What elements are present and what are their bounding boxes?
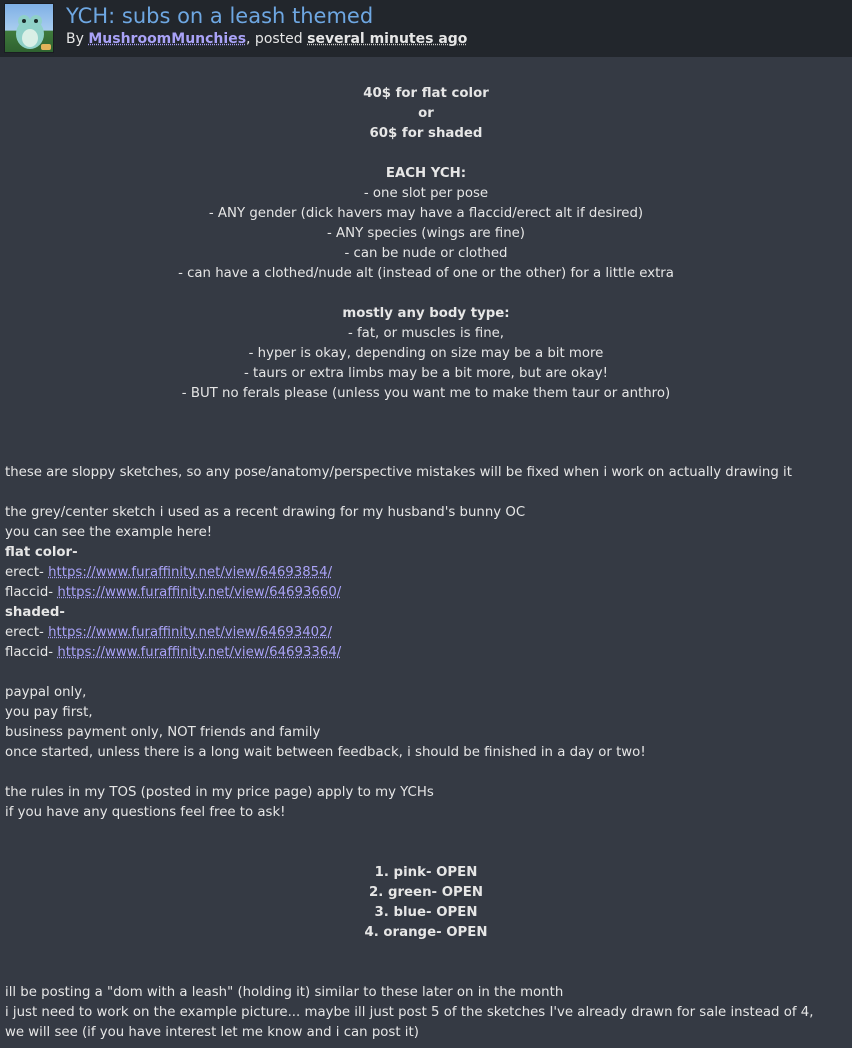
flat-flaccid-link[interactable]: https://www.furaffinity.net/view/64693660/: [57, 585, 342, 600]
each-ych-item: - one slot per pose: [363, 186, 489, 201]
payment-line: business payment only, NOT friends and family: [5, 725, 321, 740]
footer-line: i just need to work on the example picture... maybe ill just post 5 of the sketches I've already drawn for sale instead of 4,: [5, 1005, 814, 1020]
footer-line: ill be posting a "dom with a leash" (holding it) similar to these later on in the month: [5, 985, 564, 1000]
by-prefix: By: [66, 31, 89, 47]
flat-erect-line: [5, 563, 332, 583]
avatar[interactable]: [4, 3, 54, 53]
posted-time: several minutes ago: [307, 31, 468, 47]
shaded-heading: shaded-: [5, 605, 65, 620]
slot-item: 3. blue- OPEN: [374, 905, 478, 920]
submission-title: YCH: subs on a leash themed: [66, 4, 374, 28]
rules-line: if you have any questions feel free to ask!: [5, 805, 286, 820]
slot-item: 4. orange- OPEN: [364, 925, 488, 940]
payment-line: once started, unless there is a long wait between feedback, i should be finished in a day or two!: [5, 745, 646, 760]
shaded-erect-line: [5, 623, 332, 643]
footer-line: we will see (if you have interest let me know and i can post it): [5, 1025, 419, 1040]
body-type-item: - taurs or extra limbs may be a bit more, but are okay!: [244, 366, 608, 381]
slot-item: 2. green- OPEN: [369, 885, 483, 900]
body-type-heading: mostly any body type:: [342, 306, 510, 321]
shaded-erect-link[interactable]: https://www.furaffinity.net/view/64693402/: [48, 625, 333, 640]
payment-line: you pay first,: [5, 705, 93, 720]
shaded-flaccid-link[interactable]: https://www.furaffinity.net/view/64693364/: [57, 645, 342, 660]
flat-flaccid-label: flaccid-: [5, 585, 58, 600]
each-ych-item: - can have a clothed/nude alt (instead of one or the other) for a little extra: [178, 266, 674, 281]
flat-erect-label: erect-: [5, 565, 49, 580]
each-ych-heading: EACH YCH:: [385, 166, 467, 181]
frog-avatar-icon: [5, 4, 54, 53]
submission-header: [0, 0, 852, 57]
shaded-flaccid-label: flaccid-: [5, 645, 58, 660]
slot-item: 1. pink- OPEN: [374, 865, 478, 880]
rules-line: the rules in my TOS (posted in my price page) apply to my YCHs: [5, 785, 434, 800]
posted-prefix: , posted: [246, 31, 308, 47]
flat-erect-link[interactable]: https://www.furaffinity.net/view/64693854/: [48, 565, 333, 580]
price-or: or: [418, 106, 434, 121]
shaded-flaccid-line: [5, 643, 341, 663]
body-type-item: - BUT no ferals please (unless you want me to make them taur or anthro): [181, 386, 671, 401]
payment-line: paypal only,: [5, 685, 87, 700]
price-shaded: 60$ for shaded: [369, 126, 483, 141]
shaded-erect-label: erect-: [5, 625, 49, 640]
body-type-item: - hyper is okay, depending on size may be a bit more: [248, 346, 604, 361]
each-ych-item: - can be nude or clothed: [344, 246, 508, 261]
see-example-note: you can see the example here!: [5, 525, 213, 540]
each-ych-item: - ANY gender (dick havers may have a flaccid/erect alt if desired): [208, 206, 644, 221]
flat-color-heading: flat color-: [5, 545, 78, 560]
sketches-note: these are sloppy sketches, so any pose/anatomy/perspective mistakes will be fixed when i work on actually drawing it: [5, 465, 792, 480]
each-ych-item: - ANY species (wings are fine): [327, 226, 525, 241]
grey-center-note: the grey/center sketch i used as a recent drawing for my husband's bunny OC: [5, 505, 526, 520]
author-link[interactable]: MushroomMunchies: [88, 31, 247, 47]
flat-flaccid-line: [5, 583, 341, 603]
body-type-item: - fat, or muscles is fine,: [347, 326, 505, 341]
byline: [66, 29, 467, 49]
price-flat: 40$ for flat color: [363, 86, 489, 101]
